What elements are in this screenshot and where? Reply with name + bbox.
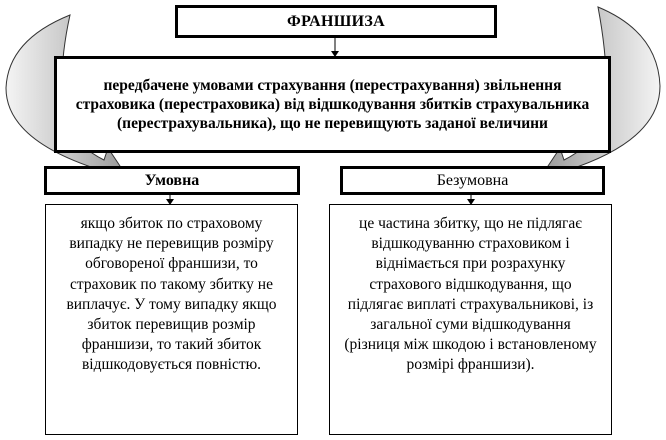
definition-text: передбачене умовами страхування (перестрахування) звільнення страховика (перестраховика) від відшкодування збитків страхувальника (перестрахувальника), що не перевищують заданої величини <box>75 77 590 132</box>
branch-label-unconditional: Безумовна <box>436 171 509 189</box>
branch-description-unconditional: це частина збитку, що не підлягає відшкодуванню страховиком і віднімається при розрахунку страхового відшкодування, що підлягає виплаті страхувальникові, із загальної суми відшкодування (різниця між шкодою і встановленому розмірі франшизи). <box>344 215 597 374</box>
branch-label-box-unconditional <box>340 166 605 195</box>
title-box <box>175 5 497 38</box>
branch-label-conditional: Умовна <box>144 171 200 189</box>
definition-box <box>54 56 611 153</box>
branch-description-conditional: якщо збиток по страховому випадку не перевищив розміру обговореної франшизи, то страховик по такому збитку не виплачує. У тому випадку якщо збиток перевищив розмір франшизи, то такий збиток відшкодовується повністю. <box>66 215 277 374</box>
branch-label-box-conditional <box>44 166 300 195</box>
branch-description-box-unconditional <box>329 204 612 435</box>
branch-description-box-conditional <box>45 204 298 435</box>
diagram-title: ФРАНШИЗА <box>287 12 385 30</box>
